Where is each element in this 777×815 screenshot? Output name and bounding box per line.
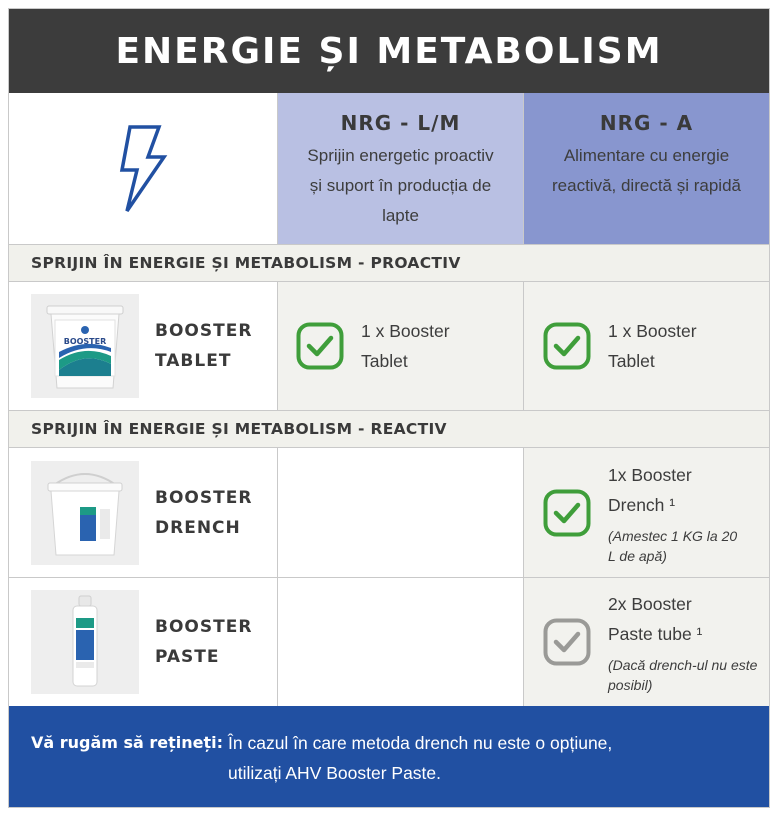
product-cell [9, 448, 278, 577]
column-header-nrg-a [524, 93, 769, 244]
section-label: SPRIJIN ÎN ENERGIE ȘI METABOLISM - REACTIV [31, 420, 447, 438]
column-header-nrg-lm [278, 93, 524, 244]
check-icon [543, 489, 591, 537]
icon-cell [9, 93, 278, 244]
column-description: Alimentare cu energie reactivă, directă și rapidă [552, 146, 741, 195]
lightning-bolt-icon [118, 124, 168, 214]
cell-note: (Amestec 1 KG la 20 L de apă) [608, 527, 738, 564]
cell-nrg-lm [278, 282, 524, 410]
product-cell [9, 578, 278, 706]
section-header-proactive [9, 244, 769, 282]
footer-note [9, 706, 769, 807]
cell-note: (Dacă drench-ul nu este posibil) [608, 657, 758, 693]
product-image-booster-tablet [31, 294, 139, 398]
column-code: NRG - L/M [340, 111, 461, 135]
table-row-booster-drench [9, 448, 769, 578]
table-row-booster-paste [9, 578, 769, 706]
check-icon [543, 322, 591, 370]
cell-text: 1 x Booster Tablet [608, 321, 697, 371]
product-cell [9, 282, 278, 410]
check-icon-gray [543, 618, 591, 666]
cell-nrg-lm-empty [278, 578, 524, 706]
column-description: Sprijin energetic proactiv și suport în producția de lapte [307, 146, 494, 225]
table-row-booster-tablet [9, 282, 769, 411]
cell-nrg-a [524, 282, 769, 410]
cell-nrg-a [524, 448, 769, 577]
product-name: BOOSTER PASTE [155, 617, 253, 667]
check-icon [296, 322, 344, 370]
footer-text-line1: În cazul în care metoda drench nu este o opțiune, [228, 733, 613, 753]
section-header-reactive [9, 410, 769, 448]
cell-text: 1 x Booster Tablet [361, 321, 450, 371]
cell-nrg-lm-empty [278, 448, 524, 577]
footer-label: Vă rugăm să rețineți: [31, 733, 224, 752]
comparison-table [8, 8, 770, 808]
page-title: ENERGIE ȘI METABOLISM [115, 30, 663, 72]
product-image-booster-drench [31, 461, 139, 565]
intro-row [9, 93, 769, 244]
product-image-label: BOOSTER [63, 337, 107, 346]
column-code: NRG - A [599, 111, 694, 135]
section-label: SPRIJIN ÎN ENERGIE ȘI METABOLISM - PROACTIV [31, 254, 461, 272]
product-image-booster-paste [31, 590, 139, 694]
cell-text: 1x Booster Drench ¹ (Amestec 1 KG la 20 L de apă) [608, 460, 748, 566]
footer-text-line2: utilizați AHV Booster Paste. [228, 763, 442, 783]
product-name: BOOSTER DRENCH [155, 487, 253, 538]
product-name: BOOSTER TABLET [155, 321, 253, 371]
cell-text: 2x Booster Paste tube ¹ (Dacă drench-ul nu este posibil) [608, 594, 758, 693]
cell-nrg-a [524, 578, 769, 706]
title-bar [9, 9, 769, 93]
